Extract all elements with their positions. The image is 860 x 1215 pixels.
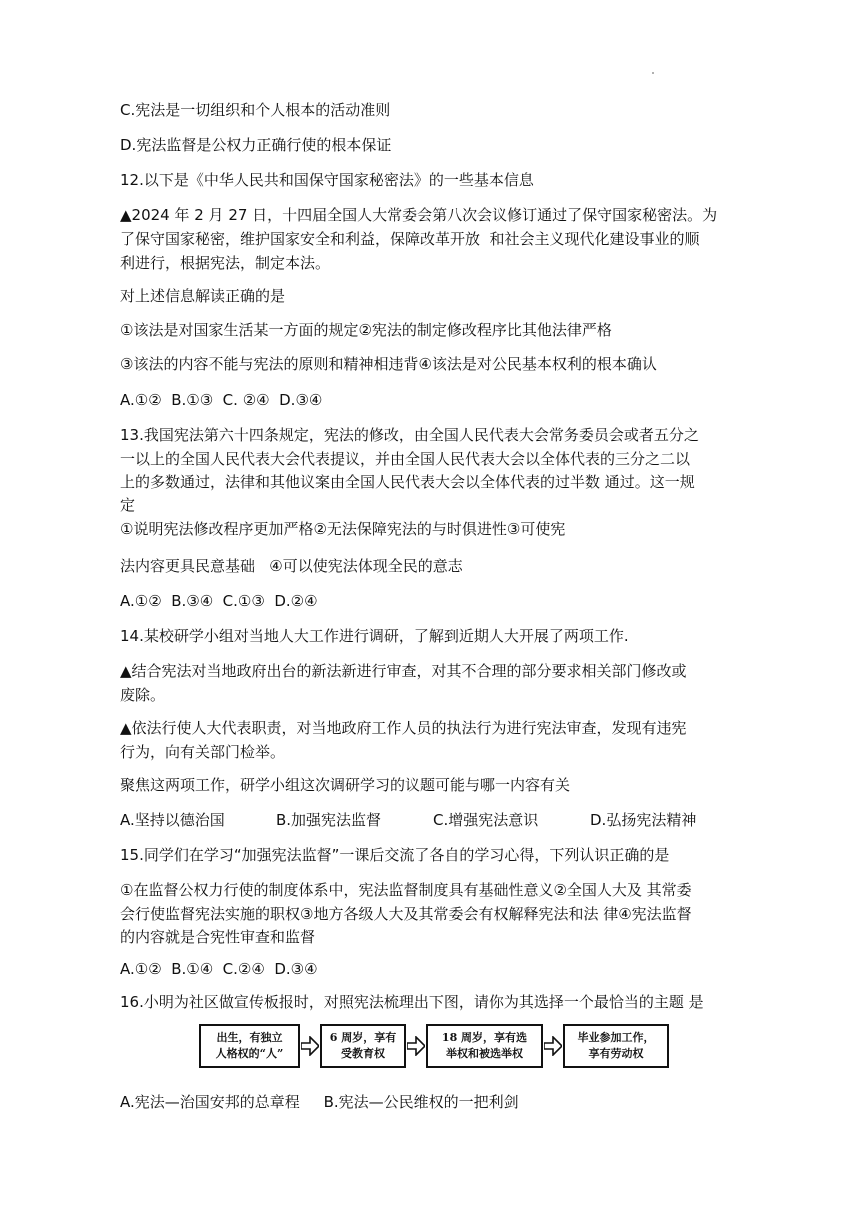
q11-option-c: C.宪法是一切组织和个人根本的活动准则 xyxy=(120,101,391,119)
flow-box-age-6-line-1: 6 周岁，享有 xyxy=(329,1031,397,1044)
q13-line-2: 一以上的全国人民代表大会代表提议，并由全国人民代表大会以全体代表的三分之二以 xyxy=(120,450,691,468)
q12-info-line-1: ▲2024 年 2 月 27 日，十四届全国人大常委会第八次会议修订通过了保守国家秘密法。为 xyxy=(120,206,718,224)
q15-statements-3: 的内容就是合宪性审查和监督 xyxy=(120,928,316,946)
q15-options: A.①② B.①④ C.②④ D.③④ xyxy=(120,960,318,978)
flow-box-age-18-line-1: 18 周岁，享有选 xyxy=(441,1031,528,1044)
q15-statements-1: ①在监督公权力行使的制度体系中，宪法监督制度具有基础性意义②全国人大及 其常委 xyxy=(120,881,692,899)
q12-statements-1: ①该法是对国家生活某一方面的规定②宪法的制定修改程序比其他法律严格 xyxy=(120,321,612,339)
q13-line-4: 定 xyxy=(120,496,136,514)
q13-statements-1: ①说明宪法修改程序更加严格②无法保障宪法的与时俱进性③可使宪 xyxy=(120,520,566,538)
q11-option-d: D.宪法监督是公权力正确行使的根本保证 xyxy=(120,136,392,154)
q16-options: A.宪法—治国安邦的总章程 B.宪法—公民维权的一把利剑 xyxy=(120,1093,519,1111)
flow-box-age-6-line-2: 受教育权 xyxy=(341,1047,385,1060)
q12-info-line-2: 了保守国家秘密，维护国家安全和利益，保障改革开放 和社会主义现代化建设事业的顺 xyxy=(120,230,700,248)
q14-option-d: D.弘扬宪法精神 xyxy=(590,811,697,829)
flow-box-age-18-line-2: 举权和被选举权 xyxy=(446,1047,523,1060)
flow-box-birth-line-1: 出生，有独立 xyxy=(216,1031,283,1044)
q12-options: A.①② B.①③ C. ②④ D.③④ xyxy=(120,391,323,409)
q14-option-c: C.增强宪法意识 xyxy=(433,811,539,829)
q14-work-a-line-2: 废除。 xyxy=(120,686,166,704)
q14-work-a-line-1: ▲结合宪法对当地政府出台的新法新进行审查，对其不合理的部分要求相关部门修改或 xyxy=(120,662,687,680)
q14-option-b: B.加强宪法监督 xyxy=(276,811,382,829)
q13-options: A.①② B.③④ C.①③ D.②④ xyxy=(120,592,318,610)
q16-title: 16.小明为社区做宣传板报时，对照宪法梳理出下图，请你为其选择一个最恰当的主题 是 xyxy=(120,993,704,1011)
flow-arrow-2-icon xyxy=(407,1036,425,1056)
q12-prompt: 对上述信息解读正确的是 xyxy=(120,287,286,305)
rights-flowchart xyxy=(199,1024,669,1072)
q12-title: 12.以下是《中华人民共和国保守国家秘密法》的一些基本信息 xyxy=(120,171,534,189)
q14-work-b-line-1: ▲依法行使人大代表职责，对当地政府工作人员的执法行为进行宪法审查，发现有违宪 xyxy=(120,719,687,737)
flow-box-birth-line-2: 人格权的“人” xyxy=(215,1047,284,1060)
flow-box-work-line-2: 享有劳动权 xyxy=(588,1047,644,1060)
q14-prompt: 聚焦这两项工作，研学小组这次调研学习的议题可能与哪一内容有关 xyxy=(120,776,571,794)
q14-title: 14.某校研学小组对当地人大工作进行调研，了解到近期人大开展了两项工作. xyxy=(120,627,629,645)
q14-work-b-line-2: 行为，向有关部门检举。 xyxy=(120,743,286,761)
flow-box-age-6 xyxy=(320,1024,406,1068)
flow-box-work xyxy=(563,1024,669,1068)
q15-title: 15.同学们在学习“加强宪法监督”一课后交流了各自的学习心得，下列认识正确的是 xyxy=(120,846,670,864)
q12-info-line-3: 利进行，根据宪法，制定本法。 xyxy=(120,254,331,272)
flow-box-age-18 xyxy=(426,1024,543,1068)
q13-statements-2: 法内容更具民意基础 ④可以使宪法体现全民的意志 xyxy=(120,557,463,575)
q13-line-3: 上的多数通过，法律和其他议案由全国人民代表大会以全体代表的过半数 通过。这一规 xyxy=(120,473,695,491)
q13-line-1: 13.我国宪法第六十四条规定，宪法的修改，由全国人民代表大会常务委员会或者五分之 xyxy=(120,426,699,444)
q14-option-a: A.坚持以德治国 xyxy=(120,811,225,829)
flow-box-birth xyxy=(199,1024,300,1068)
flow-arrow-1-icon xyxy=(301,1036,319,1056)
q12-statements-2: ③该法的内容不能与宪法的原则和精神相违背④该法是对公民基本权利的根本确认 xyxy=(120,355,657,373)
flow-box-work-line-1: 毕业参加工作， xyxy=(577,1031,655,1044)
q15-statements-2: 会行使监督宪法实施的职权③地方各级人大及其常委会有权解释宪法和法 律④宪法监督 xyxy=(120,905,692,923)
scan-speck xyxy=(652,72,654,74)
flow-arrow-3-icon xyxy=(544,1036,562,1056)
